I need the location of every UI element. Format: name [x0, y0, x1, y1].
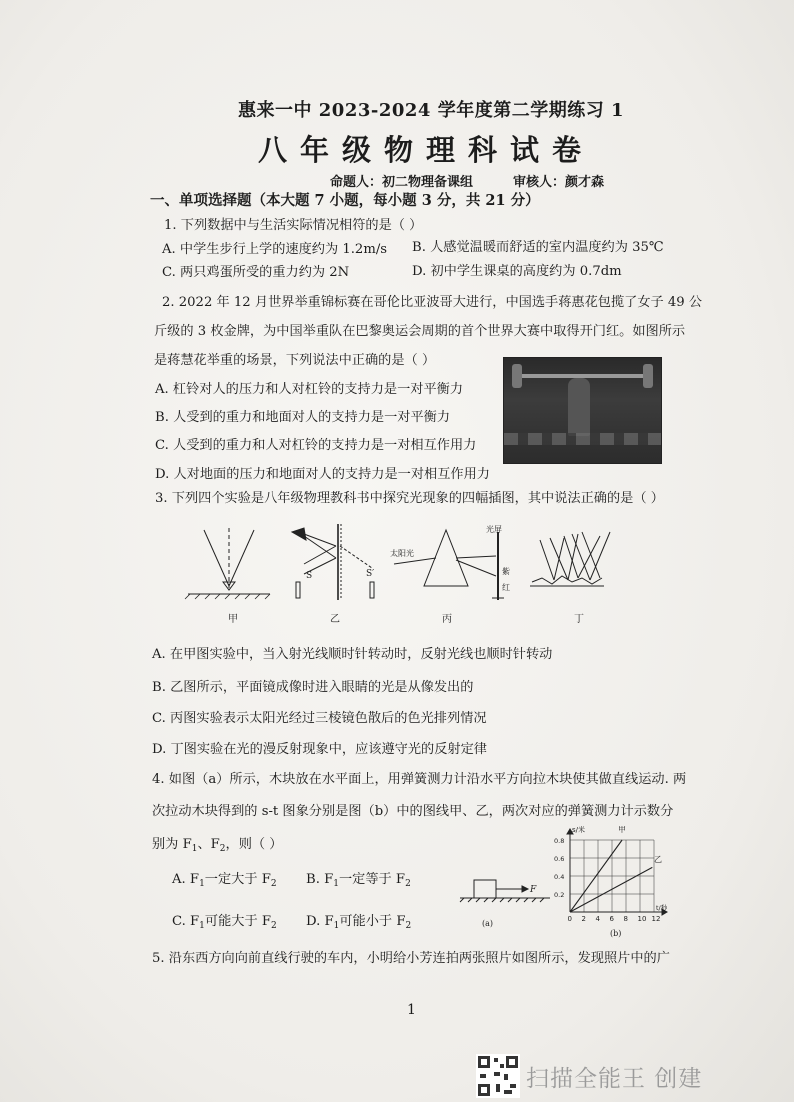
- q3-option-b: B. 乙图所示，平面镜成像时进入眼睛的光是从像发出的: [152, 680, 474, 695]
- y-tick-label: 0.4: [554, 873, 565, 881]
- q3-stem: 3. 下列四个实验是八年级物理教科书中探究光现象的四幅插图，其中说法正确的是（ ）: [155, 491, 664, 506]
- q4-option-c: C. $F_1$可能大于 $F_2$: [172, 914, 277, 931]
- caption-jia: 甲: [228, 614, 238, 625]
- y-tick-label: 0.6: [554, 855, 565, 863]
- figure-ding-diffuse: [530, 532, 610, 586]
- q5-line-1: 5. 沿东西方向向前直线行驶的车内，小明给小芳连拍两张照片如图所示，发现照片中的广: [152, 951, 670, 966]
- x-tick-label: 12: [651, 915, 661, 923]
- q4-line-2: 次拉动木块得到的 s-t 图象分别是图（b）中的图线甲、乙，两次对应的弹簧测力计示数分: [152, 804, 674, 819]
- y-axis-label: s/米: [572, 826, 586, 834]
- caption-bing: 丙: [442, 614, 452, 625]
- q3-option-d: D. 丁图实验在光的漫反射现象中，应该遵守光的反射定律: [152, 742, 487, 757]
- scanner-watermark: 扫描全能王 创建: [526, 1066, 703, 1092]
- label-sunlight: 太阳光: [390, 549, 414, 558]
- label-yi: 乙: [654, 855, 662, 864]
- barbell-plate-right: [643, 364, 653, 388]
- q4-option-a: A. $F_1$一定大于 $F_2$: [172, 872, 277, 889]
- figure-a-label: (a): [482, 919, 494, 928]
- figure-bing-prism: [394, 530, 504, 600]
- q4-figure-a: [456, 868, 556, 930]
- q3-option-a: A. 在甲图实验中，当入射光线顺时针转动时，反射光线也顺时针转动: [152, 647, 553, 662]
- qr-code-icon: [476, 1054, 520, 1098]
- force-label: F: [530, 885, 537, 895]
- q2-line-3: 是蒋慧花举重的场景，下列说法中正确的是（ ）: [154, 353, 436, 368]
- page-number: 1: [407, 1002, 416, 1018]
- y-tick-label: 0.8: [554, 837, 565, 845]
- y-tick-label: 0.2: [554, 891, 565, 899]
- q1-stem: 1. 下列数据中与生活实际情况相符的是（ ）: [164, 218, 423, 233]
- q2-line-1: 2. 2022 年 12 月世界举重锦标赛在哥伦比亚波哥大进行，中国选手蒋惠花包揽了女子 49 公: [162, 295, 703, 310]
- x-tick-label: 10: [637, 915, 647, 923]
- q3-option-c: C. 丙图实验表示太阳光经过三棱镜色散后的色光排列情况: [152, 711, 487, 726]
- q2-option-b: B. 人受到的重力和地面对人的支持力是一对平衡力: [155, 410, 451, 425]
- figure-jia-reflection: [185, 528, 270, 599]
- label-s: S: [306, 571, 313, 581]
- q1-option-c: C. 两只鸡蛋所受的重力约为 2N: [162, 265, 350, 280]
- q4-line-3: 别为 $F_1$、$F_2$，则（ ）: [152, 837, 283, 854]
- x-tick-label: 2: [581, 915, 586, 923]
- x-axis-label: t/秒: [656, 904, 668, 912]
- weightlifting-photo: [503, 357, 662, 464]
- exam-title: 八年级物理科试卷: [258, 133, 595, 167]
- barbell-plate-left: [512, 364, 522, 388]
- x-tick-label: 6: [609, 915, 614, 923]
- figure-yi-plane-mirror: [292, 524, 374, 600]
- label-purple: 紫: [502, 567, 510, 576]
- light-experiments-figure: [180, 518, 620, 626]
- school-line: 惠来一中 2023-2024 学年度第二学期练习 1: [238, 100, 624, 121]
- q2-line-2: 斤级的 3 枚金牌，为中国举重队在巴黎奥运会周期的首个世界大赛中取得开门红。如图所示: [154, 324, 686, 339]
- q2-option-a: A. 杠铃对人的压力和人对杠铃的支持力是一对平衡力: [155, 382, 464, 397]
- wood-block: [474, 880, 496, 898]
- author: 命题人：初二物理备课组: [330, 175, 474, 190]
- label-jia: 甲: [618, 826, 626, 834]
- caption-ding: 丁: [574, 614, 584, 625]
- q1-option-d: D. 初中学生课桌的高度约为 0.7dm: [412, 264, 622, 279]
- authors-line: [330, 171, 644, 190]
- label-red: 红: [502, 583, 510, 592]
- reviewer: 审核人：颜才森: [513, 175, 605, 190]
- q2-option-d: D. 人对地面的压力和地面对人的支持力是一对相互作用力: [155, 467, 490, 482]
- q2-option-c: C. 人受到的重力和人对杠铃的支持力是一对相互作用力: [155, 438, 477, 453]
- q1-option-a: A. 中学生步行上学的速度约为 1.2m/s: [162, 242, 388, 257]
- figure-b-label: (b): [610, 929, 622, 938]
- q1-option-b: B. 人感觉温暖而舒适的室内温度约为 35℃: [412, 240, 664, 255]
- x-tick-label: 4: [595, 915, 600, 923]
- x-tick-label: 8: [623, 915, 628, 923]
- label-s-prime: S′: [366, 569, 375, 579]
- label-screen: 光屏: [486, 525, 502, 534]
- caption-yi: 乙: [330, 614, 340, 625]
- section-heading: 一、单项选择题（本大题 7 小题，每小题 3 分，共 21 分）: [150, 192, 540, 209]
- weightlifter: [568, 378, 590, 436]
- q4-option-d: D. $F_1$可能小于 $F_2$: [306, 914, 412, 931]
- q4-line-1: 4. 如图（a）所示，木块放在水平面上，用弹簧测力计沿水平方向拉木块使其做直线运动. 两: [152, 772, 687, 787]
- q4-figure-b-st-graph: [552, 826, 682, 942]
- x-tick-label: 0: [567, 915, 572, 923]
- q4-option-b: B. $F_1$一定等于 $F_2$: [306, 872, 411, 889]
- banner-strip: [504, 433, 661, 445]
